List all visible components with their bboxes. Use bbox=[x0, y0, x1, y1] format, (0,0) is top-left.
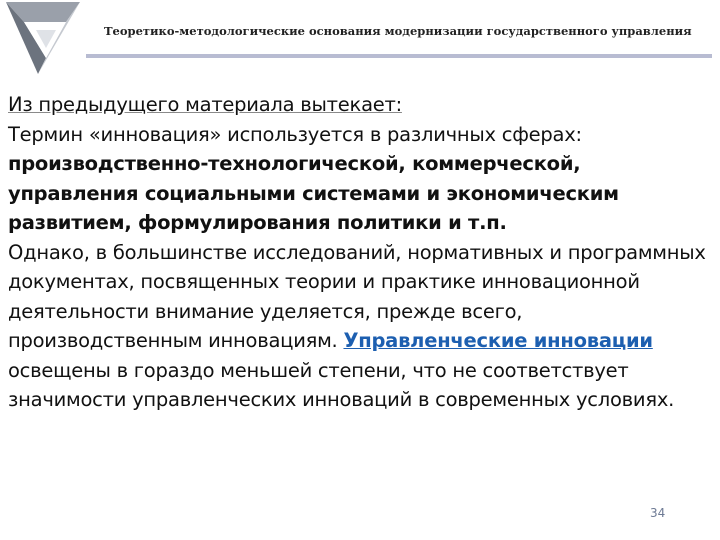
paragraph-innovation-spheres: производственно-технологической, коммерческой, управления социальными системами и экономическим развитием, формулирования политики и т.п. bbox=[8, 152, 619, 234]
slide-body bbox=[8, 90, 708, 415]
page-number: 34 bbox=[650, 506, 666, 520]
management-innovations-link[interactable]: Управленческие инновации bbox=[343, 329, 653, 352]
paragraph-research-rest: освещены в гораздо меньшей степени, что не соответствует значимости управленческих инноваций в современных условиях. bbox=[8, 358, 675, 411]
paragraph-innovation-term bbox=[8, 120, 708, 238]
paragraph-research bbox=[8, 238, 708, 415]
paragraph-innovation-text: Термин «инновация» используется в различных сферах: bbox=[8, 122, 582, 146]
header-title: Теоретико-методологические основания модернизации государственного управления bbox=[104, 24, 692, 38]
paragraph-research-text: Однако, в большинстве исследований, нормативных и программных документах, посвященных теории и практике инновационной деятельности внимание уделяется, прежде всего, производственным инновациям. bbox=[8, 240, 706, 352]
header-divider bbox=[86, 54, 712, 58]
intro-text: Из предыдущего материала вытекает: bbox=[8, 93, 402, 116]
impossible-triangle-logo-icon bbox=[0, 0, 84, 80]
